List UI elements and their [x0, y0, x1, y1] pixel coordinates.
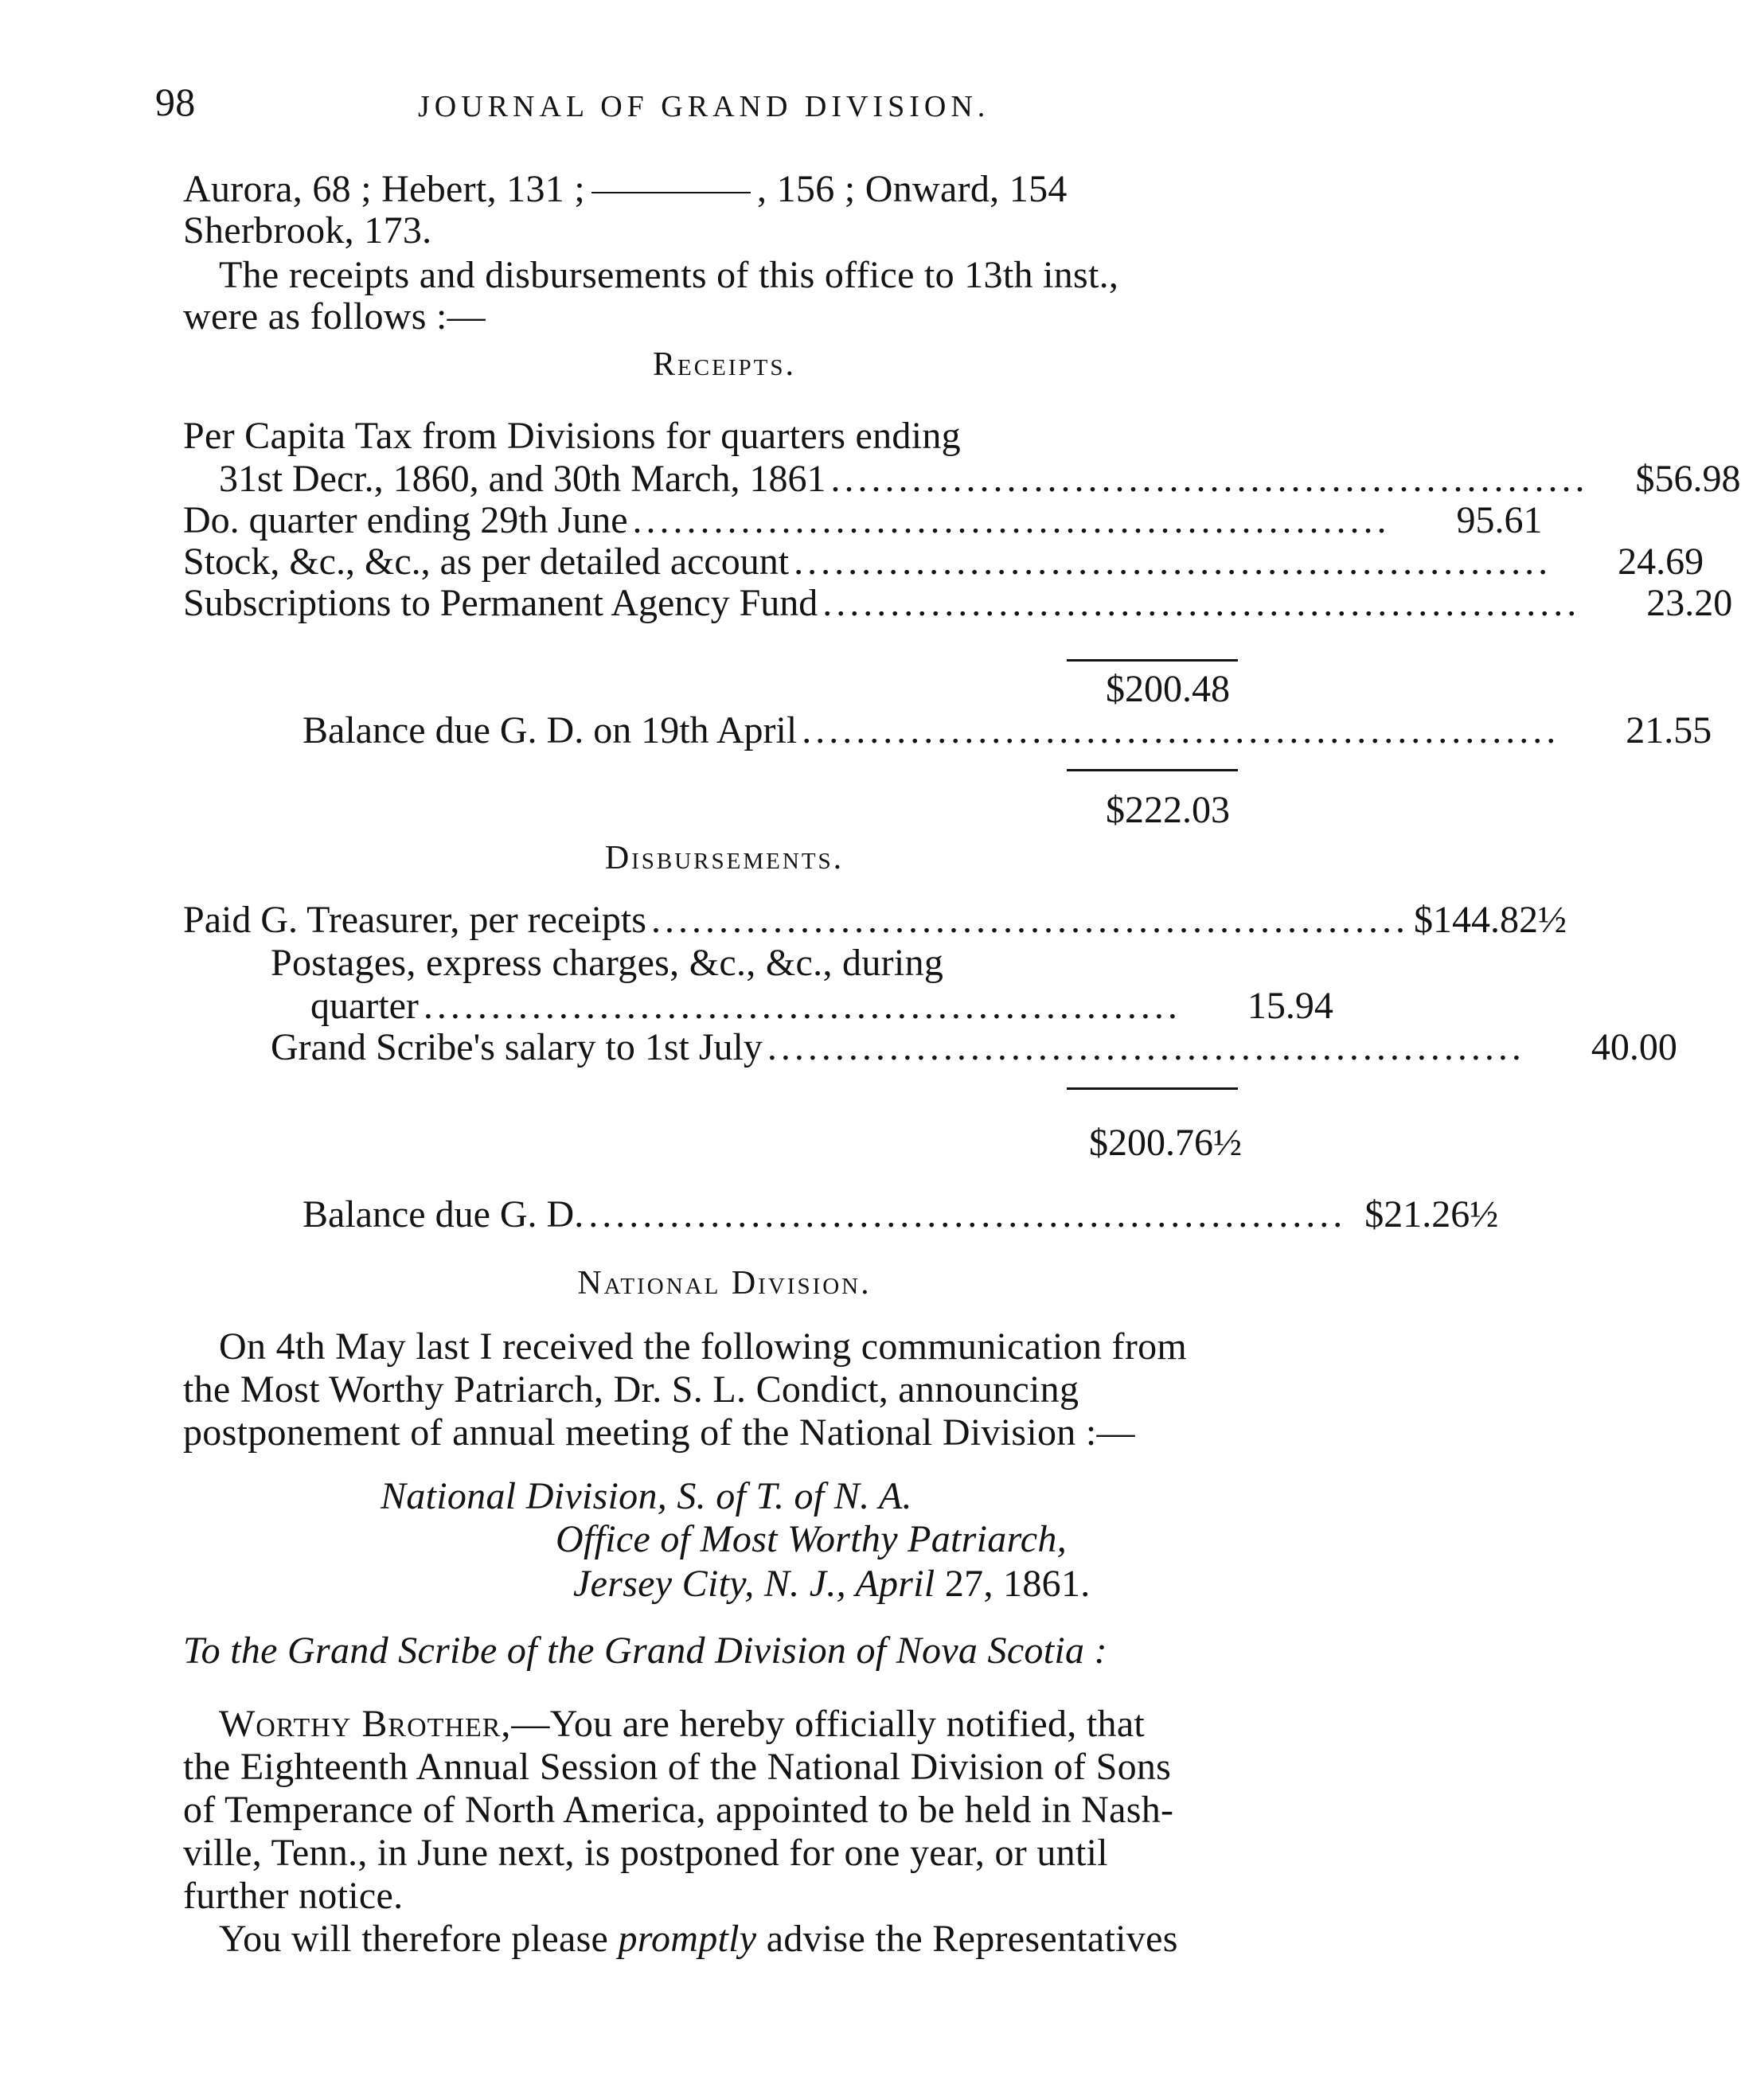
receipt-item-3 [183, 540, 1704, 584]
leader-dots: ........................................................ [794, 541, 1552, 583]
receipts-balance-label: Balance due G. D. on 19th April [303, 709, 798, 751]
disbursement-item-3 [271, 1025, 1677, 1070]
letter-emphasis: promptly [618, 1918, 757, 1960]
receipts-total: $222.03 [1106, 789, 1230, 831]
leader-dots: ........................................................ [802, 709, 1560, 751]
letter-body-line-6-start: You will therefore please [219, 1918, 619, 1960]
letter-body-line-6 [219, 1917, 1178, 1961]
letter-head-3-place: Jersey City, N. J., April [573, 1563, 935, 1605]
letter-body-line-5: further notice. [183, 1875, 404, 1917]
letter-head-2: Office of Most Worthy Patriarch, [556, 1518, 1067, 1560]
disbursement-item-2-amount: 15.94 [1247, 985, 1333, 1027]
national-para-line-1: On 4th May last I received the following communication from [219, 1325, 1188, 1368]
letter-body-line-3: of Temperance of North America, appointed to be held in Nash- [183, 1789, 1174, 1831]
intro-line-2: Sherbrook, 173. [183, 209, 432, 252]
total-rule [1067, 769, 1238, 771]
letter-body-line-4: ville, Tenn., in June next, is postponed for one year, or until [183, 1832, 1108, 1874]
disbursement-item-2-line-1: Postages, express charges, &c., &c., during [271, 942, 944, 984]
receipt-item-4-label: Subscriptions to Permanent Agency Fund [183, 582, 818, 624]
letter-greeting: Worthy Brother, [219, 1703, 512, 1745]
receipt-item-1 [219, 457, 1741, 502]
receipts-subtotal: $200.48 [1106, 668, 1230, 710]
blank-dash [591, 192, 751, 193]
receipt-item-2-amount: 95.61 [1456, 499, 1543, 541]
leader-dots: ........................................................ [588, 1193, 1347, 1235]
disbursement-item-1-label: Paid G. Treasurer, per receipts [183, 899, 646, 941]
disbursement-item-2-label: quarter [310, 985, 419, 1027]
receipt-item-2 [183, 498, 1543, 543]
receipts-heading: Receipts. [653, 346, 796, 383]
national-para-line-3: postponement of annual meeting of the National Division :— [183, 1411, 1135, 1454]
page-number: 98 [155, 80, 196, 124]
intro-line-4: were as follows :— [183, 295, 486, 338]
running-head: JOURNAL OF GRAND DIVISION. [418, 90, 990, 123]
national-division-heading: National Division. [577, 1265, 872, 1302]
leader-dots: ........................................................ [632, 499, 1391, 541]
receipt-item-2-label: Do. quarter ending 29th June [183, 499, 628, 541]
disbursements-heading: Disbursements. [604, 840, 845, 876]
disbursement-item-2 [310, 984, 1333, 1029]
disbursements-balance-label: Balance due G. D. [303, 1193, 584, 1235]
subtotal-rule [1067, 659, 1238, 662]
disbursement-item-1-amount: $144.82½ [1413, 899, 1567, 941]
disbursement-item-3-label: Grand Scribe's salary to 1st July [271, 1026, 763, 1068]
national-para-line-2: the Most Worthy Patriarch, Dr. S. L. Condict, announcing [183, 1368, 1079, 1411]
receipt-item-4-amount: 23.20 [1646, 582, 1733, 624]
letter-head-3 [573, 1562, 1091, 1606]
disbursements-balance-amount: $21.26½ [1364, 1193, 1499, 1235]
intro-line-3: The receipts and disbursements of this office to 13th inst., [219, 254, 1119, 296]
disbursements-balance [303, 1192, 1499, 1237]
intro-line-1 [183, 167, 1068, 212]
letter-body-line-1 [219, 1702, 1145, 1747]
leader-dots: ........................................................ [767, 1026, 1525, 1068]
letter-head-1: National Division, S. of T. of N. A. [381, 1475, 912, 1517]
receipt-item-1-label: 31st Decr., 1860, and 30th March, 1861 [219, 458, 826, 500]
receipt-item-3-label: Stock, &c., &c., as per detailed account [183, 541, 790, 583]
disbursements-total-rule [1067, 1087, 1238, 1090]
receipts-balance [303, 708, 1712, 753]
intro-line-1-start: Aurora, 68 ; Hebert, 131 ; [183, 168, 586, 210]
intro-line-1-end: , 156 ; Onward, 154 [757, 168, 1068, 210]
letter-body-line-1-text: —You are hereby officially notified, that [511, 1703, 1146, 1745]
letter-head-3-date: 27, 1861. [935, 1563, 1091, 1605]
disbursements-total: $200.76½ [1089, 1122, 1242, 1164]
leader-dots: ........................................................ [423, 985, 1181, 1027]
leader-dots: ........................................................ [830, 458, 1589, 500]
disbursement-item-1 [183, 898, 1567, 943]
letter-body-line-6-end: advise the Representatives [756, 1918, 1178, 1960]
disbursement-item-3-amount: 40.00 [1591, 1026, 1677, 1068]
receipt-item-1-amount: $56.98 [1635, 458, 1741, 500]
receipt-item-3-amount: 24.69 [1618, 541, 1704, 583]
receipt-item-1-line-1: Per Capita Tax from Divisions for quarters ending [183, 415, 961, 457]
letter-body-line-2: the Eighteenth Annual Session of the National Division of Sons [183, 1746, 1172, 1788]
receipt-item-4 [183, 581, 1733, 626]
leader-dots: ........................................................ [822, 582, 1581, 624]
receipts-balance-amount: 21.55 [1626, 709, 1712, 751]
letter-salutation: To the Grand Scribe of the Grand Division of Nova Scotia : [183, 1630, 1107, 1672]
leader-dots: ........................................................ [650, 899, 1409, 941]
